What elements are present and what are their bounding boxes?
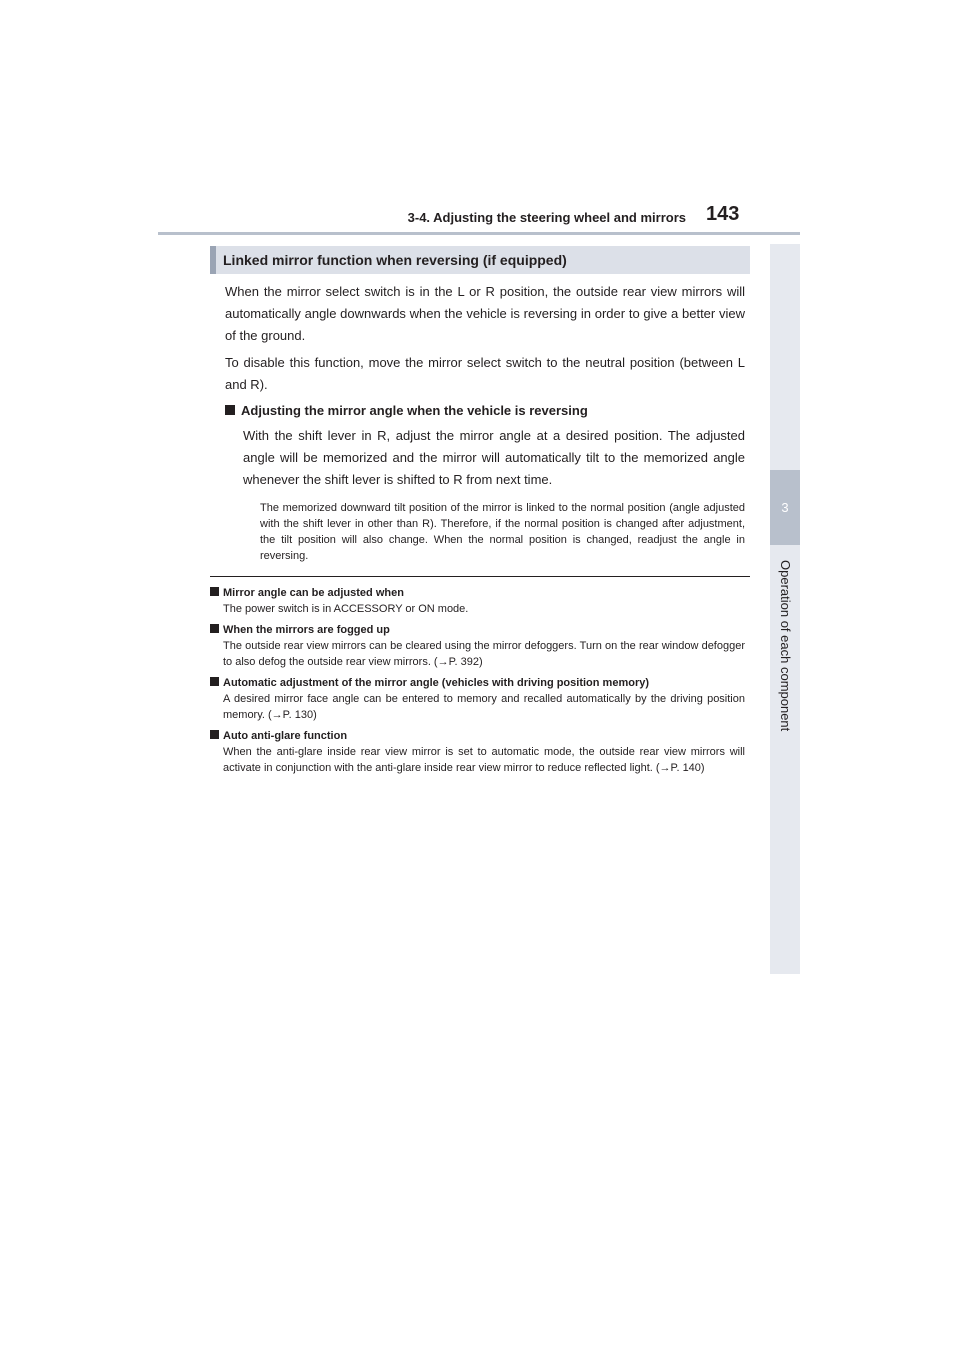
square-bullet-icon [225,405,235,415]
note-title [210,585,745,601]
note-title-text: When the mirrors are fogged up [223,624,390,636]
note-item [210,622,745,670]
note-title [210,622,745,638]
header-rule [158,232,800,235]
square-bullet-icon [210,730,219,739]
section-header [210,246,750,274]
square-bullet-icon [210,587,219,596]
note-title-text: Mirror angle can be adjusted when [223,587,404,599]
note-item [210,675,745,723]
body-paragraph-3: With the shift lever in R, adjust the mirror angle at a desired position. The adjusted angle will be memorized and the mirror will automatically tilt to the memorized angle whenever the shift lever is shifted to R from next time. [243,428,745,487]
sub-heading [225,401,745,421]
note-item [210,585,745,617]
chapter-number: 3 [770,470,800,545]
body-paragraph-1: When the mirror select switch is in the L or R position, the outside rear view mirrors will automatically angle downwards when the vehicle is reversing in order to give a better view of the ground. [225,284,745,343]
note-body: The power switch is in ACCESSORY or ON mode. [223,603,469,615]
note-title-text: Auto anti-glare function [223,730,348,742]
note-item [210,728,745,776]
note-body: A desired mirror face angle can be entered to memory and recalled automatically by the driving position memory. (→P. 130) [223,693,745,721]
body-paragraph-2: To disable this function, move the mirror select switch to the neutral position (between L and R). [225,355,745,392]
note-title-text: Automatic adjustment of the mirror angle (vehicles with driving position memory) [223,677,650,689]
notes-list [210,585,745,781]
square-bullet-icon [210,624,219,633]
chapter-title: Operation of each component [778,560,793,732]
header-section-title: 3-4. Adjusting the steering wheel and mirrors [407,210,686,225]
note-title [210,675,745,691]
page-number: 143 [706,203,740,225]
small-note: The memorized downward tilt position of the mirror is linked to the normal position (angle adjusted with the shift lever in other than R). Therefore, if the normal position is changed after adjustment, the tilt position will also change. When the normal position is changed, readjust the angle in reversing. [260,502,745,562]
notes-divider [210,576,750,577]
square-bullet-icon [210,677,219,686]
sub-heading-text: Adjusting the mirror angle when the vehicle is reversing [241,403,588,418]
note-body: The outside rear view mirrors can be cleared using the mirror defoggers. Turn on the rear window defogger to also defog the outside rear view mirrors. (→P. 392) [223,640,745,668]
note-title [210,728,745,744]
section-title: Linked mirror function when reversing (if equipped) [223,252,567,268]
note-body: When the anti-glare inside rear view mirror is set to automatic mode, the outside rear view mirrors will activate in conjunction with the anti-glare inside rear view mirror to reduce reflected light. (→P. 140) [223,746,745,774]
